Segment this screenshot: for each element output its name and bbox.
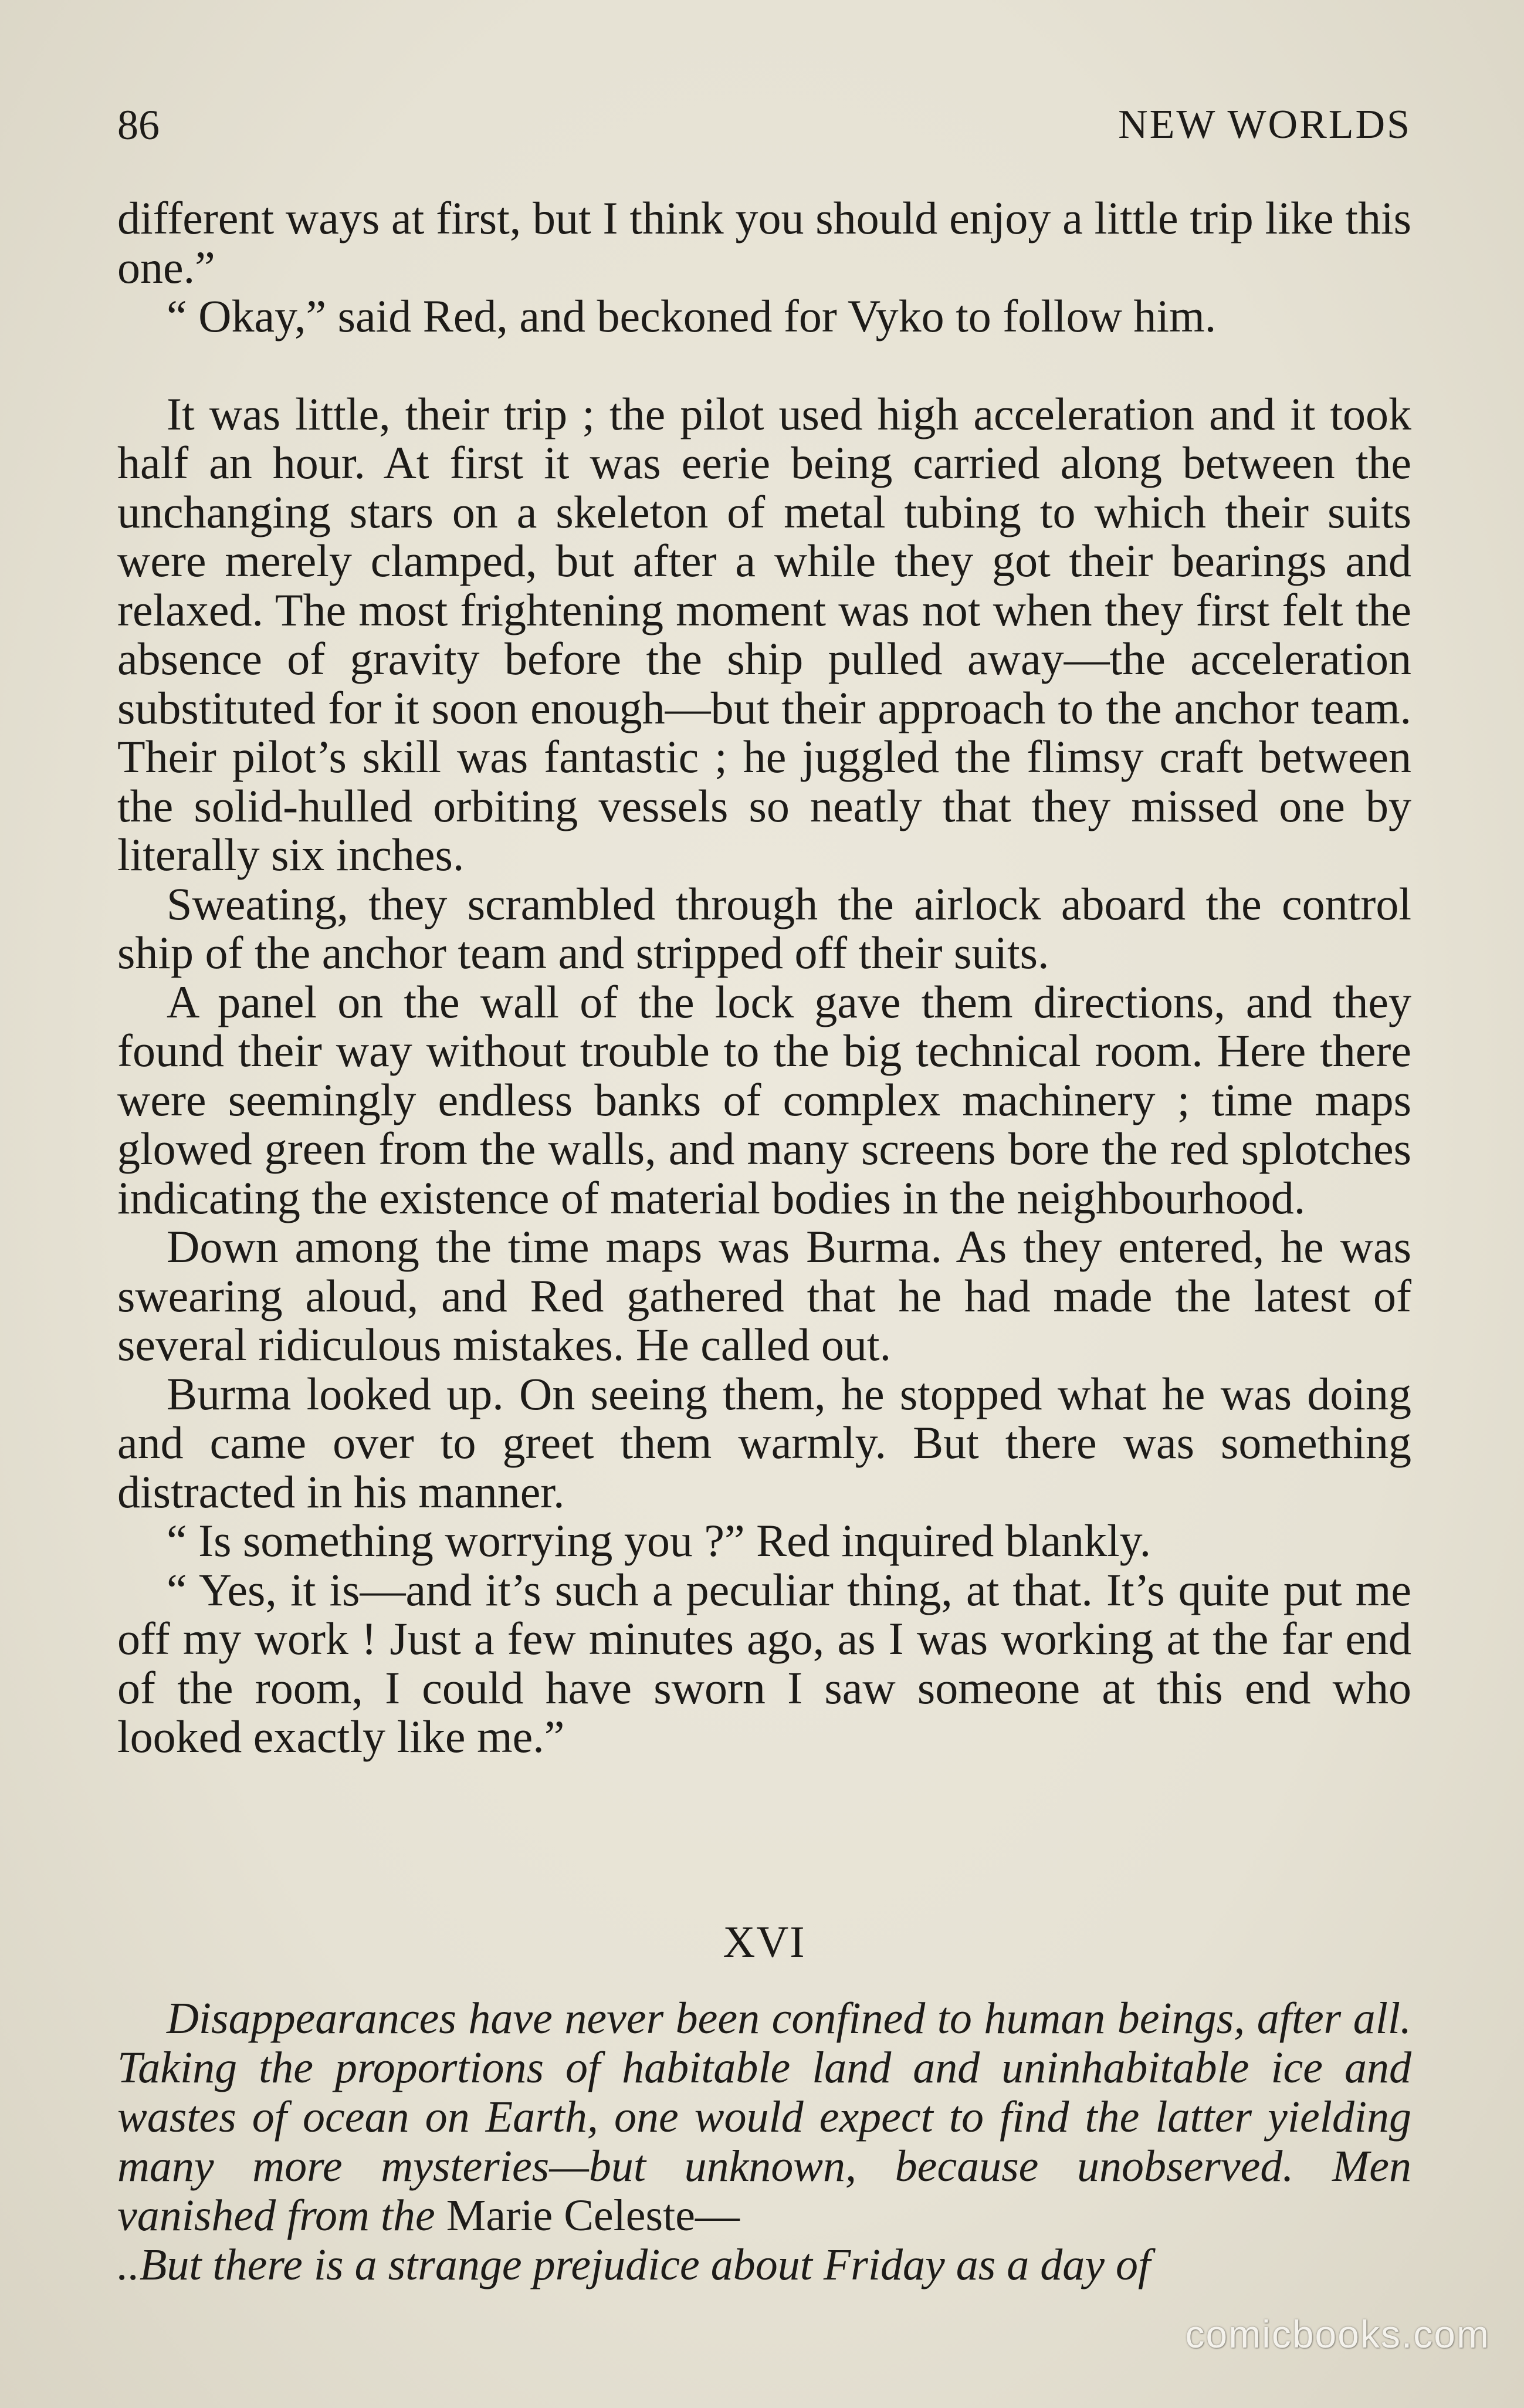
chapter-heading: XVI xyxy=(723,1917,806,1967)
paragraph: Burma looked up. On seeing them, he stopped what he was doing and came over to greet them warmly. But there was something distracted in his manner. xyxy=(117,1368,1411,1517)
page-number: 86 xyxy=(117,102,160,148)
italic-text: Disappearances have never been confined to human beings, after all. Taking the proportions of habitable land and uninhabitable ice and wastes of ocean on Earth, one would expect to find the latter yielding many more mysteries—but unknown, because unobserved. Men vanished from the xyxy=(117,1994,1411,2240)
paragraph: different ways at first, but I think you should enjoy a little trip like this one.” xyxy=(117,192,1411,293)
paragraph: “ Okay,” said Red, and beckoned for Vyko to follow him. xyxy=(167,290,1217,341)
page-header xyxy=(117,99,1411,151)
paragraph: Sweating, they scrambled through the airlock aboard the control ship of the anchor team and stripped off their suits. xyxy=(117,878,1411,978)
ship-name: Marie Celeste— xyxy=(435,2191,740,2240)
running-head: NEW WORLDS xyxy=(1118,102,1411,147)
paragraph: Down among the time maps was Burma. As they entered, he was swearing aloud, and Red gathered that he had made the latest of several ridiculous mistakes. He called out. xyxy=(117,1221,1411,1370)
paragraph: A panel on the wall of the lock gave them directions, and they found their way without trouble to the big technical room. Here there were seemingly endless banks of complex machinery ; time maps glowed green from the walls, and many screens bore the red splotches indicating the existence of material bodies in the neighbourhood. xyxy=(117,976,1411,1223)
watermark: comicbooks.com xyxy=(1185,2312,1490,2356)
italic-text-continued: ..But there is a strange prejudice about Friday as a day of xyxy=(117,2240,1151,2289)
paragraph: “ Yes, it is—and it’s such a peculiar thing, at that. It’s quite put me off my work ! Just a few minutes ago, as I was working at the far end of the room, I could have sworn I saw someone at this end who looked exactly like me.” xyxy=(117,1564,1411,1762)
chapter-intro xyxy=(117,1994,1411,2289)
paragraph: “ Is something worrying you ?” Red inquired blankly. xyxy=(167,1515,1152,1566)
italic-paragraph xyxy=(117,1994,1411,2289)
paragraph: It was little, their trip ; the pilot used high acceleration and it took half an hour. At first it was eerie being carried along between the unchanging stars on a skeleton of metal tubing to which their suits were merely clamped, but after a while they got their bearings and relaxed. The most frightening moment was not when they first felt the absence of gravity before the ship pulled away—the acceleration substituted for it soon enough—but their approach to the anchor team. Their pilot’s skill was fantastic ; he juggled the flimsy craft between the solid-hulled orbiting vessels so neatly that they missed one by literally six inches. xyxy=(117,388,1411,880)
body-text xyxy=(117,194,1411,1761)
